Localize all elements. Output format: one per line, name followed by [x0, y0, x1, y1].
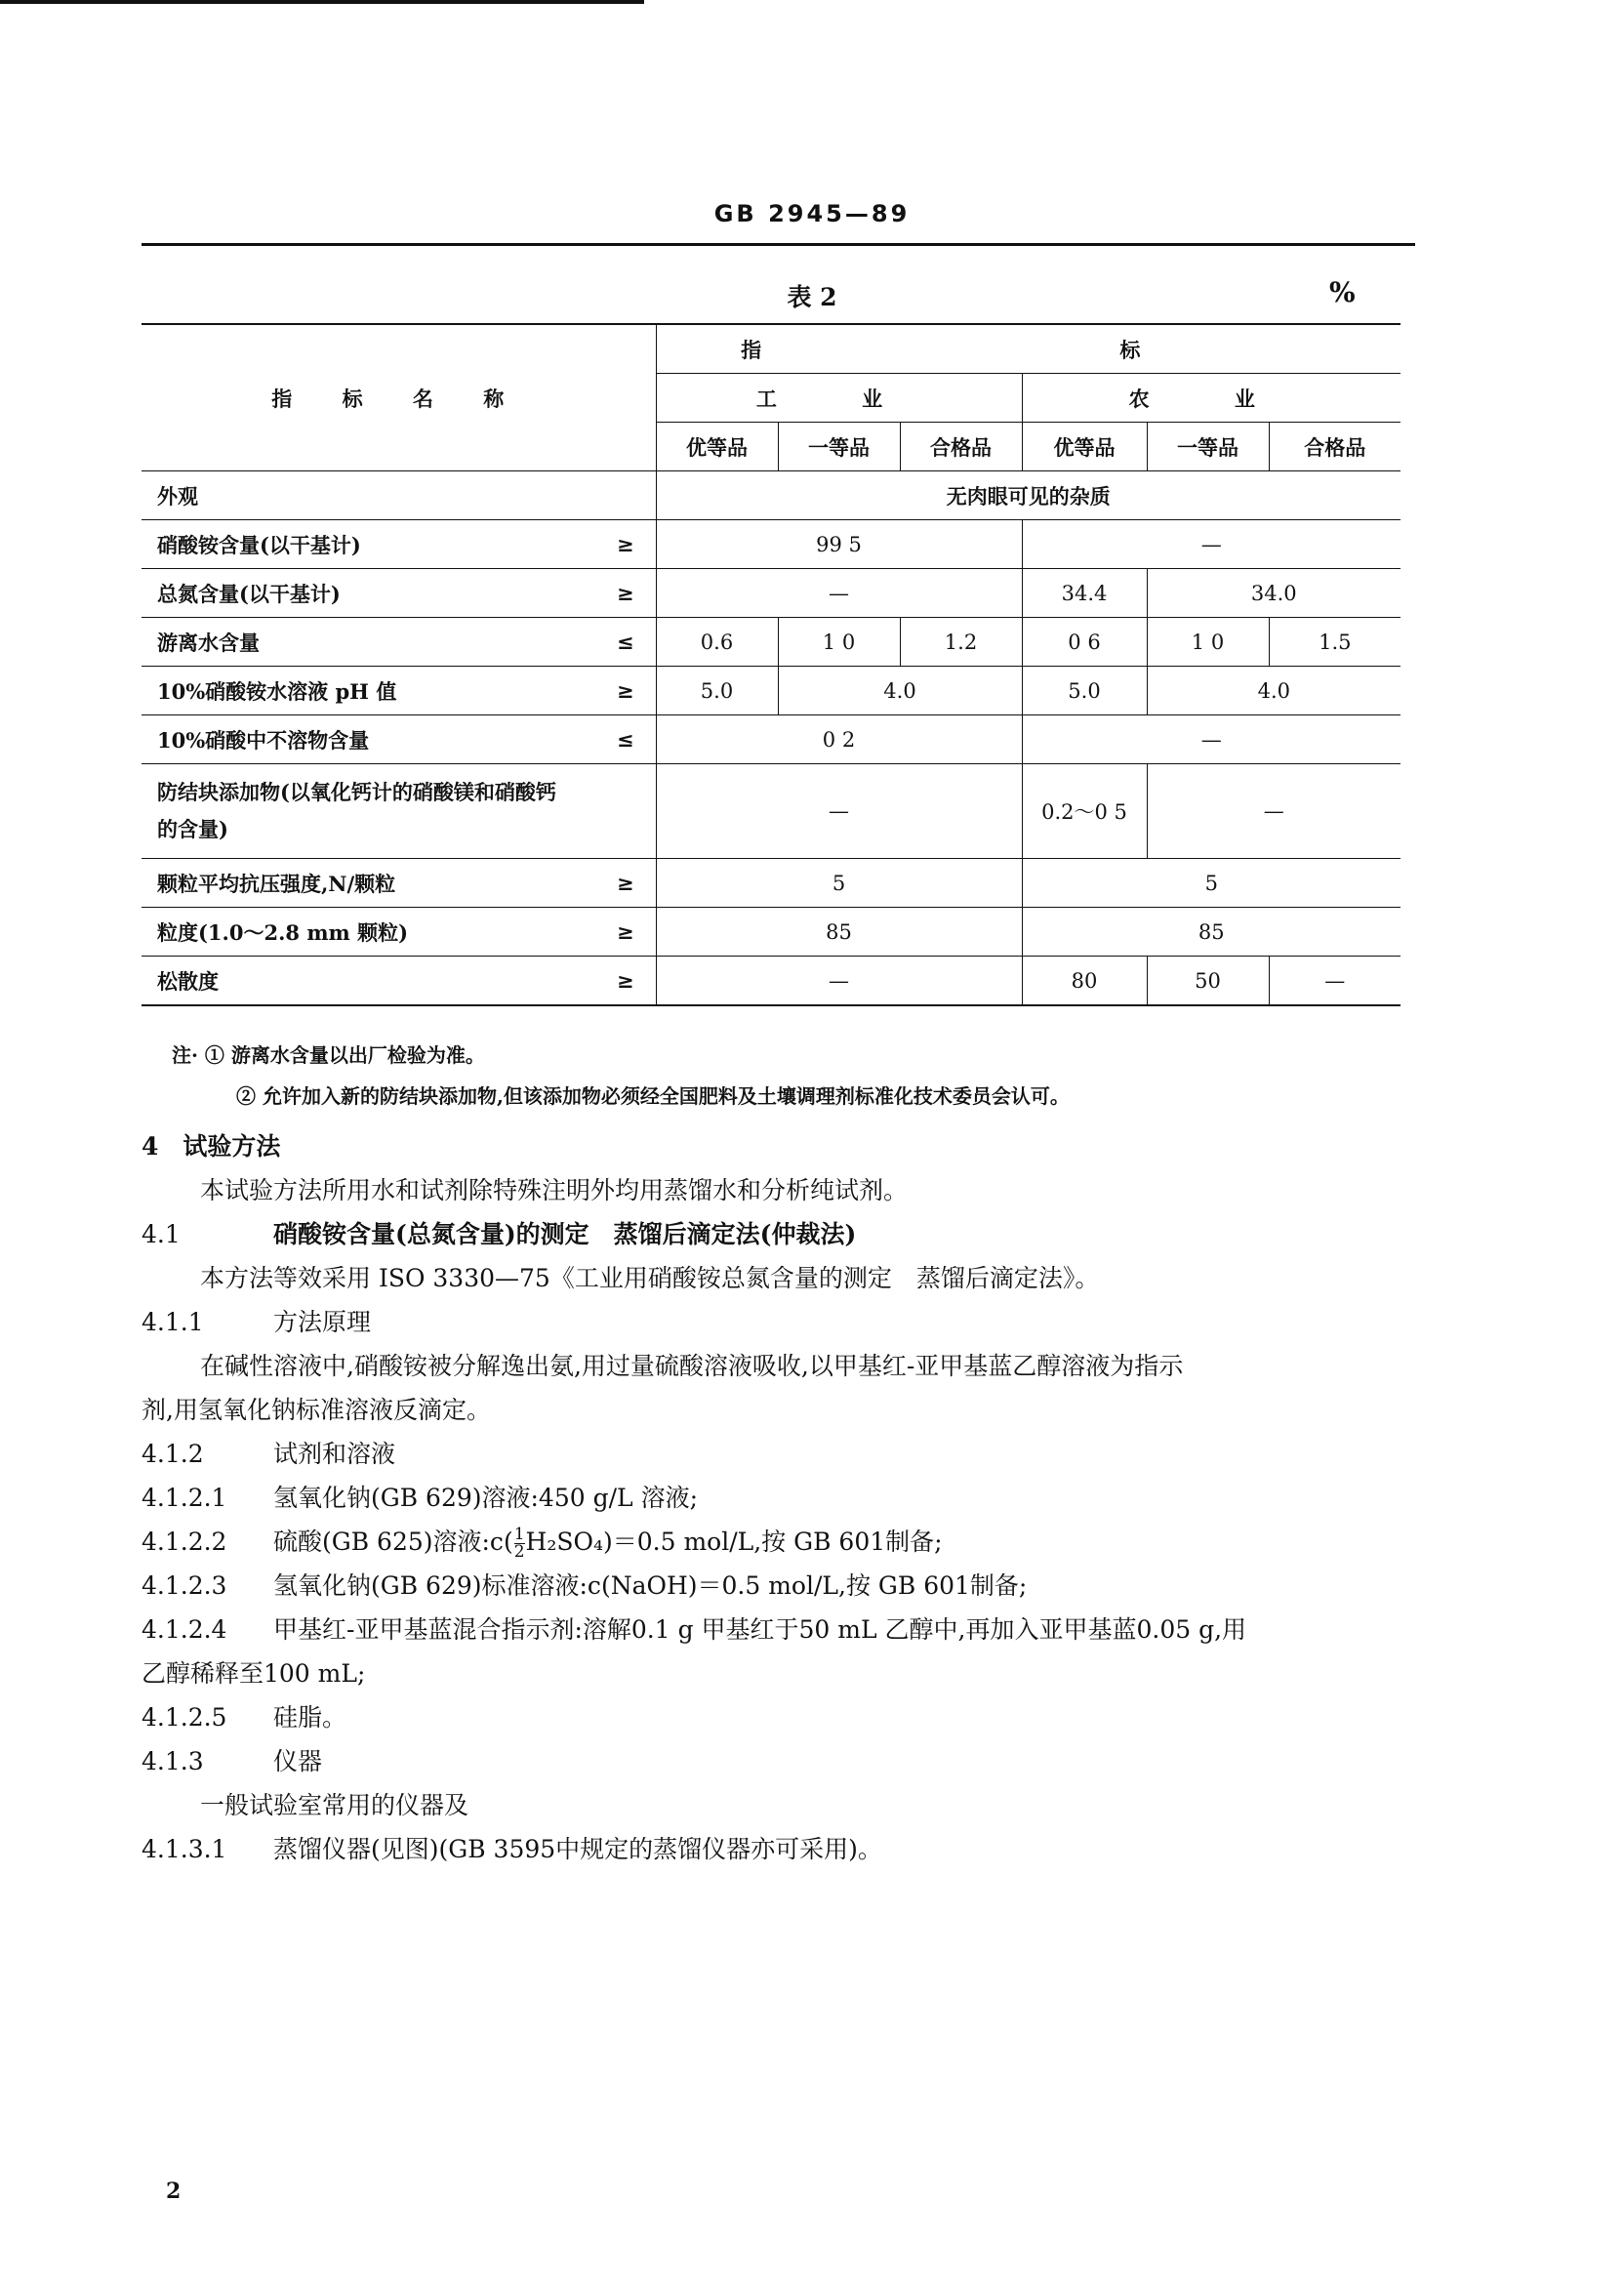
item-number: 4.1.2.1: [142, 1484, 227, 1512]
row-value: 1.5: [1269, 618, 1401, 667]
row-value: 0.6: [656, 618, 778, 667]
list-item: [142, 1476, 1420, 1520]
spec-table: [142, 323, 1401, 1006]
paragraph: 在碱性溶液中,硝酸铵被分解逸出氨,用过量硫酸溶液吸收,以甲基红-亚甲基蓝乙醇溶液为指示: [200, 1352, 1184, 1380]
fraction-numerator: 1: [513, 1525, 525, 1544]
row-value: 34.0: [1147, 569, 1401, 618]
list-item: [142, 1608, 1420, 1651]
section-heading: [142, 1432, 1420, 1476]
item-text: 硫酸(GB 625)溶液:c(: [273, 1528, 513, 1556]
row-symbol: ≥: [595, 667, 656, 715]
paragraph: 一般试验室常用的仪器及: [200, 1791, 469, 1819]
row-value: 50: [1147, 957, 1269, 1006]
row-name: 松散度: [142, 957, 595, 1006]
paragraph: 本方法等效采用 ISO 3330—75《工业用硝酸铵总氮含量的测定 蒸馏后滴定法》。: [200, 1264, 1100, 1292]
row-name: 颗粒平均抗压强度,N/颗粒: [142, 859, 595, 908]
col-name-header: 指 标 名 称: [142, 324, 656, 471]
section-title: 硝酸铵含量(总氮含量)的测定 蒸馏后滴定法(仲裁法): [273, 1220, 857, 1248]
table-row: [142, 618, 1401, 667]
row-value: 34.4: [1022, 569, 1147, 618]
row-name: 10%硝酸铵水溶液 pH 值: [142, 667, 595, 715]
row-value: 85: [1022, 908, 1401, 957]
item-text: H₂SO₄)＝0.5 mol/L,按 GB 601制备;: [525, 1528, 943, 1556]
row-symbol: ≥: [595, 957, 656, 1006]
section-heading: 4 试验方法: [142, 1132, 281, 1161]
group-agricultural: 农 业: [1022, 374, 1401, 423]
table-row: [142, 908, 1401, 957]
item-text: 硅脂。: [273, 1703, 347, 1732]
row-value: 1 0: [1147, 618, 1269, 667]
row-symbol: ≥: [595, 908, 656, 957]
paragraph: 剂,用氢氧化钠标准溶液反滴定。: [142, 1396, 491, 1424]
section-number: 4.1.2: [142, 1440, 204, 1468]
item-text: 氢氧化钠(GB 629)溶液:450 g/L 溶液;: [273, 1484, 698, 1512]
table-row: [142, 569, 1401, 618]
row-value: 无肉眼可见的杂质: [656, 471, 1401, 520]
row-name: [142, 764, 656, 859]
grade-header: 一等品: [778, 423, 900, 471]
row-name: 硝酸铵含量(以干基计): [142, 520, 595, 569]
row-name: 粒度(1.0～2.8 mm 颗粒): [142, 908, 595, 957]
row-name: 外观: [142, 471, 656, 520]
header-rule: [142, 243, 1415, 246]
section-heading: [142, 1300, 1420, 1344]
page-number: 2: [166, 2179, 182, 2204]
row-name: 总氮含量(以干基计): [142, 569, 595, 618]
row-value: 4.0: [1147, 667, 1401, 715]
row-value: 0 6: [1022, 618, 1147, 667]
table-title: 表 2: [787, 283, 837, 311]
item-number: 4.1.2.4: [142, 1615, 227, 1644]
row-value: —: [1147, 764, 1401, 859]
fraction-denominator: 2: [513, 1542, 525, 1562]
row-value: 0.2～0 5: [1022, 764, 1147, 859]
row-symbol: ≤: [595, 618, 656, 667]
row-name: 10%硝酸中不溶物含量: [142, 715, 595, 764]
col-index-header: 指 标: [656, 324, 1401, 374]
row-value: —: [1269, 957, 1401, 1006]
row-value: 85: [656, 908, 1022, 957]
paragraph: 本试验方法所用水和试剂除特殊注明外均用蒸馏水和分析纯试剂。: [200, 1176, 909, 1204]
grade-header: 优等品: [1022, 423, 1147, 471]
row-value: 4.0: [778, 667, 1022, 715]
row-value: 99 5: [656, 520, 1022, 569]
row-value: 0 2: [656, 715, 1022, 764]
section-number: 4.1.1: [142, 1308, 204, 1336]
list-item: [142, 1520, 1420, 1564]
section-heading: [142, 1739, 1420, 1783]
row-name-line: 防结块添加物(以氧化钙计的硝酸镁和硝酸钙: [157, 780, 556, 804]
grade-header: 一等品: [1147, 423, 1269, 471]
item-number: 4.1.3.1: [142, 1835, 227, 1863]
row-value: 5.0: [1022, 667, 1147, 715]
grade-header: 合格品: [1269, 423, 1401, 471]
top-rule: [0, 0, 644, 4]
table-row: [142, 957, 1401, 1006]
item-text: 甲基红-亚甲基蓝混合指示剂:溶解0.1 g 甲基红于50 mL 乙醇中,再加入亚甲基蓝0.05 g,用: [273, 1615, 1247, 1644]
table-row: [142, 859, 1401, 908]
table-row: [142, 667, 1401, 715]
row-value: —: [1022, 715, 1401, 764]
paragraph: 乙醇稀释至100 mL;: [142, 1659, 366, 1688]
list-item: [142, 1564, 1420, 1608]
row-name: 游离水含量: [142, 618, 595, 667]
section-title: 仪器: [273, 1747, 323, 1775]
row-value: —: [656, 764, 1022, 859]
note-2: ② 允许加入新的防结块添加物,但该添加物必须经全国肥料及土壤调理剂标准化技术委员会认可。: [236, 1084, 1070, 1108]
row-name-line: 的含量): [157, 817, 228, 841]
table-row: [142, 520, 1401, 569]
row-value: 5: [1022, 859, 1401, 908]
row-value: 1 0: [778, 618, 900, 667]
row-value: —: [1022, 520, 1401, 569]
section-heading: [142, 1212, 1420, 1256]
row-value: 1.2: [900, 618, 1022, 667]
row-value: 5.0: [656, 667, 778, 715]
table-row: [142, 715, 1401, 764]
row-value: 5: [656, 859, 1022, 908]
document-body: [142, 1124, 1420, 1871]
standard-number: GB 2945—89: [713, 200, 911, 227]
section-title: 方法原理: [273, 1308, 372, 1336]
table-row: [142, 471, 1401, 520]
row-symbol: ≥: [595, 859, 656, 908]
table-notes: [172, 1035, 1070, 1117]
fraction: [514, 1527, 525, 1561]
grade-header: 合格品: [900, 423, 1022, 471]
table-unit: %: [1329, 276, 1356, 308]
row-value: —: [656, 957, 1022, 1006]
list-item: [142, 1695, 1420, 1739]
section-number: 4.1: [142, 1220, 181, 1248]
note-1: 注· ① 游离水含量以出厂检验为准。: [172, 1043, 485, 1067]
item-number: 4.1.2.5: [142, 1703, 227, 1732]
group-industrial: 工 业: [656, 374, 1022, 423]
item-text: 蒸馏仪器(见图)(GB 3595中规定的蒸馏仪器亦可采用)。: [273, 1835, 882, 1863]
item-text: 氢氧化钠(GB 629)标准溶液:c(NaOH)＝0.5 mol/L,按 GB 601制备;: [273, 1571, 1028, 1600]
item-number: 4.1.2.3: [142, 1571, 227, 1600]
row-value: 80: [1022, 957, 1147, 1006]
row-symbol: ≥: [595, 520, 656, 569]
list-item: [142, 1827, 1420, 1871]
section-title: 试剂和溶液: [273, 1440, 396, 1468]
row-symbol: ≤: [595, 715, 656, 764]
table-row: [142, 764, 1401, 859]
row-value: —: [656, 569, 1022, 618]
table-header-row: [142, 324, 1401, 374]
grade-header: 优等品: [656, 423, 778, 471]
section-number: 4.1.3: [142, 1747, 204, 1775]
item-number: 4.1.2.2: [142, 1528, 227, 1556]
row-symbol: ≥: [595, 569, 656, 618]
